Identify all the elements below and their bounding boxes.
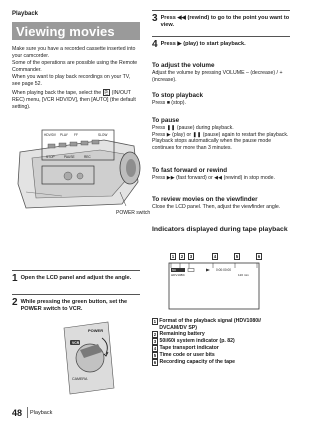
lcd-right-text: 0:00:00:00	[216, 268, 232, 273]
callout-number: 5	[235, 254, 239, 259]
intro-paragraph: Some of the operations are possible using the Remote Commander.	[12, 60, 138, 74]
section-label: Playback	[12, 11, 39, 17]
section-body: Press ▶ (play) or ❚❚ (pause) again to restart the playback.	[152, 131, 289, 138]
volume-section	[152, 62, 290, 83]
section-heading: Indicators displayed during tape playback	[152, 226, 288, 233]
intro-paragraph: When playing back the tape, select the ⎘ (IN/OUT REC) menu, [VCR HDV/DV], then [AUTO] (the default setting).	[12, 89, 136, 110]
indicators-section	[152, 226, 290, 235]
section-heading: To adjust the volume	[152, 62, 215, 69]
camcorder-drawing	[12, 122, 151, 217]
lcd-screen	[168, 262, 260, 310]
vcr-label: VCR	[72, 340, 80, 345]
page-number: 48	[12, 408, 23, 418]
list-item: 6 Recording capacity of the tape	[153, 359, 236, 366]
callout-number: 6	[257, 254, 261, 259]
step-3	[152, 10, 290, 29]
lcd-right-subtext: 120 min	[238, 273, 249, 277]
viewfinder-section	[152, 196, 290, 211]
slow-label: SLOW	[98, 133, 108, 137]
power-switch-drawing	[58, 318, 118, 398]
list-item: 3 50i/60i system indicator (p. 82)	[153, 338, 235, 345]
stop-label: STOP	[46, 155, 55, 159]
ff-section	[152, 167, 290, 182]
list-number: 5	[153, 353, 157, 359]
camera-label: CAMERA	[72, 377, 88, 381]
step-number: 4	[152, 39, 158, 50]
step-text: Press ◀◀ (rewind) to go to the point you want to view.	[160, 15, 290, 28]
intro-paragraph: When you want to play back recordings on your TV, see page 52.	[12, 74, 131, 88]
step-number: 2	[12, 297, 18, 308]
list-number: 3	[153, 339, 157, 345]
stop-section	[152, 92, 290, 107]
hdv-dv-label: HDV/DV	[44, 133, 57, 137]
step-text: Press ▶ (play) to start playback.	[160, 41, 246, 47]
list-number: 2	[153, 332, 157, 338]
section-body: Playback stops automatically when the pause mode continues for more than 3 minutes.	[152, 138, 272, 151]
section-heading: To review movies on the viewfinder	[152, 196, 258, 203]
play-label: PLAY	[60, 133, 68, 137]
list-item: 2 Remaining battery	[153, 331, 205, 338]
list-number: 4	[153, 346, 157, 352]
step-number: 3	[152, 13, 158, 24]
pause-section	[152, 117, 290, 151]
power-switch-label: POWER switch	[116, 210, 151, 216]
rec-label: REC	[84, 155, 91, 159]
lcd-top-text: 60i	[172, 268, 177, 273]
page-title: Viewing movies	[16, 24, 115, 39]
intro-text	[12, 46, 140, 111]
section-body: Adjust the volume by pressing VOLUME – (decrease) / + (increase).	[152, 70, 283, 83]
section-body: Press ▶▶ (fast forward) or ◀◀ (rewind) in stop mode.	[152, 175, 275, 181]
power-switch-illustration	[58, 318, 118, 398]
step-2	[12, 294, 140, 313]
step-text: Open the LCD panel and adjust the angle.	[20, 275, 132, 281]
section-heading: To pause	[152, 117, 180, 124]
section-body: Close the LCD panel. Then, adjust the viewfinder angle.	[152, 204, 281, 210]
ff-label: FF	[74, 133, 78, 137]
indicator-list	[152, 318, 290, 366]
footer-divider	[27, 407, 28, 418]
indicator-callouts	[170, 253, 290, 261]
in-out-rec-icon: ⎘	[104, 89, 109, 95]
camcorder-illustration	[12, 122, 151, 217]
pause-label: PAUSE	[64, 155, 75, 159]
intro-paragraph: Make sure you have a recorded cassette inserted into your camcorder.	[12, 46, 136, 60]
lcd-drawing	[168, 262, 260, 310]
step-number: 1	[12, 273, 18, 284]
section-body: Press ■ (stop).	[152, 100, 186, 106]
step-text: While pressing the green button, set the POWER switch to VCR.	[20, 299, 128, 312]
step-1	[12, 270, 140, 283]
section-body: Press ❚❚ (pause) during playback.	[152, 125, 234, 131]
list-item: 1 Format of the playback signal (HDV1080i/ DVCAM/DV SP)	[153, 318, 261, 331]
section-heading: To fast forward or rewind	[152, 167, 228, 174]
section-heading: To stop playback	[152, 92, 203, 99]
callout-number: 2	[180, 254, 184, 259]
callout-number: 4	[213, 254, 217, 259]
power-label: POWER	[88, 328, 104, 333]
step-4	[152, 36, 290, 49]
footer-label: Playback	[30, 410, 53, 416]
callout-number: 1	[171, 254, 175, 259]
list-item: 5 Time code or user bits	[153, 352, 215, 359]
list-number: 6	[153, 360, 157, 366]
callout-number: 3	[189, 254, 193, 259]
list-item: 4 Tape transport indicator	[153, 345, 219, 352]
lcd-left-text: HDV1080i	[171, 273, 185, 277]
list-number: 1	[153, 319, 157, 324]
